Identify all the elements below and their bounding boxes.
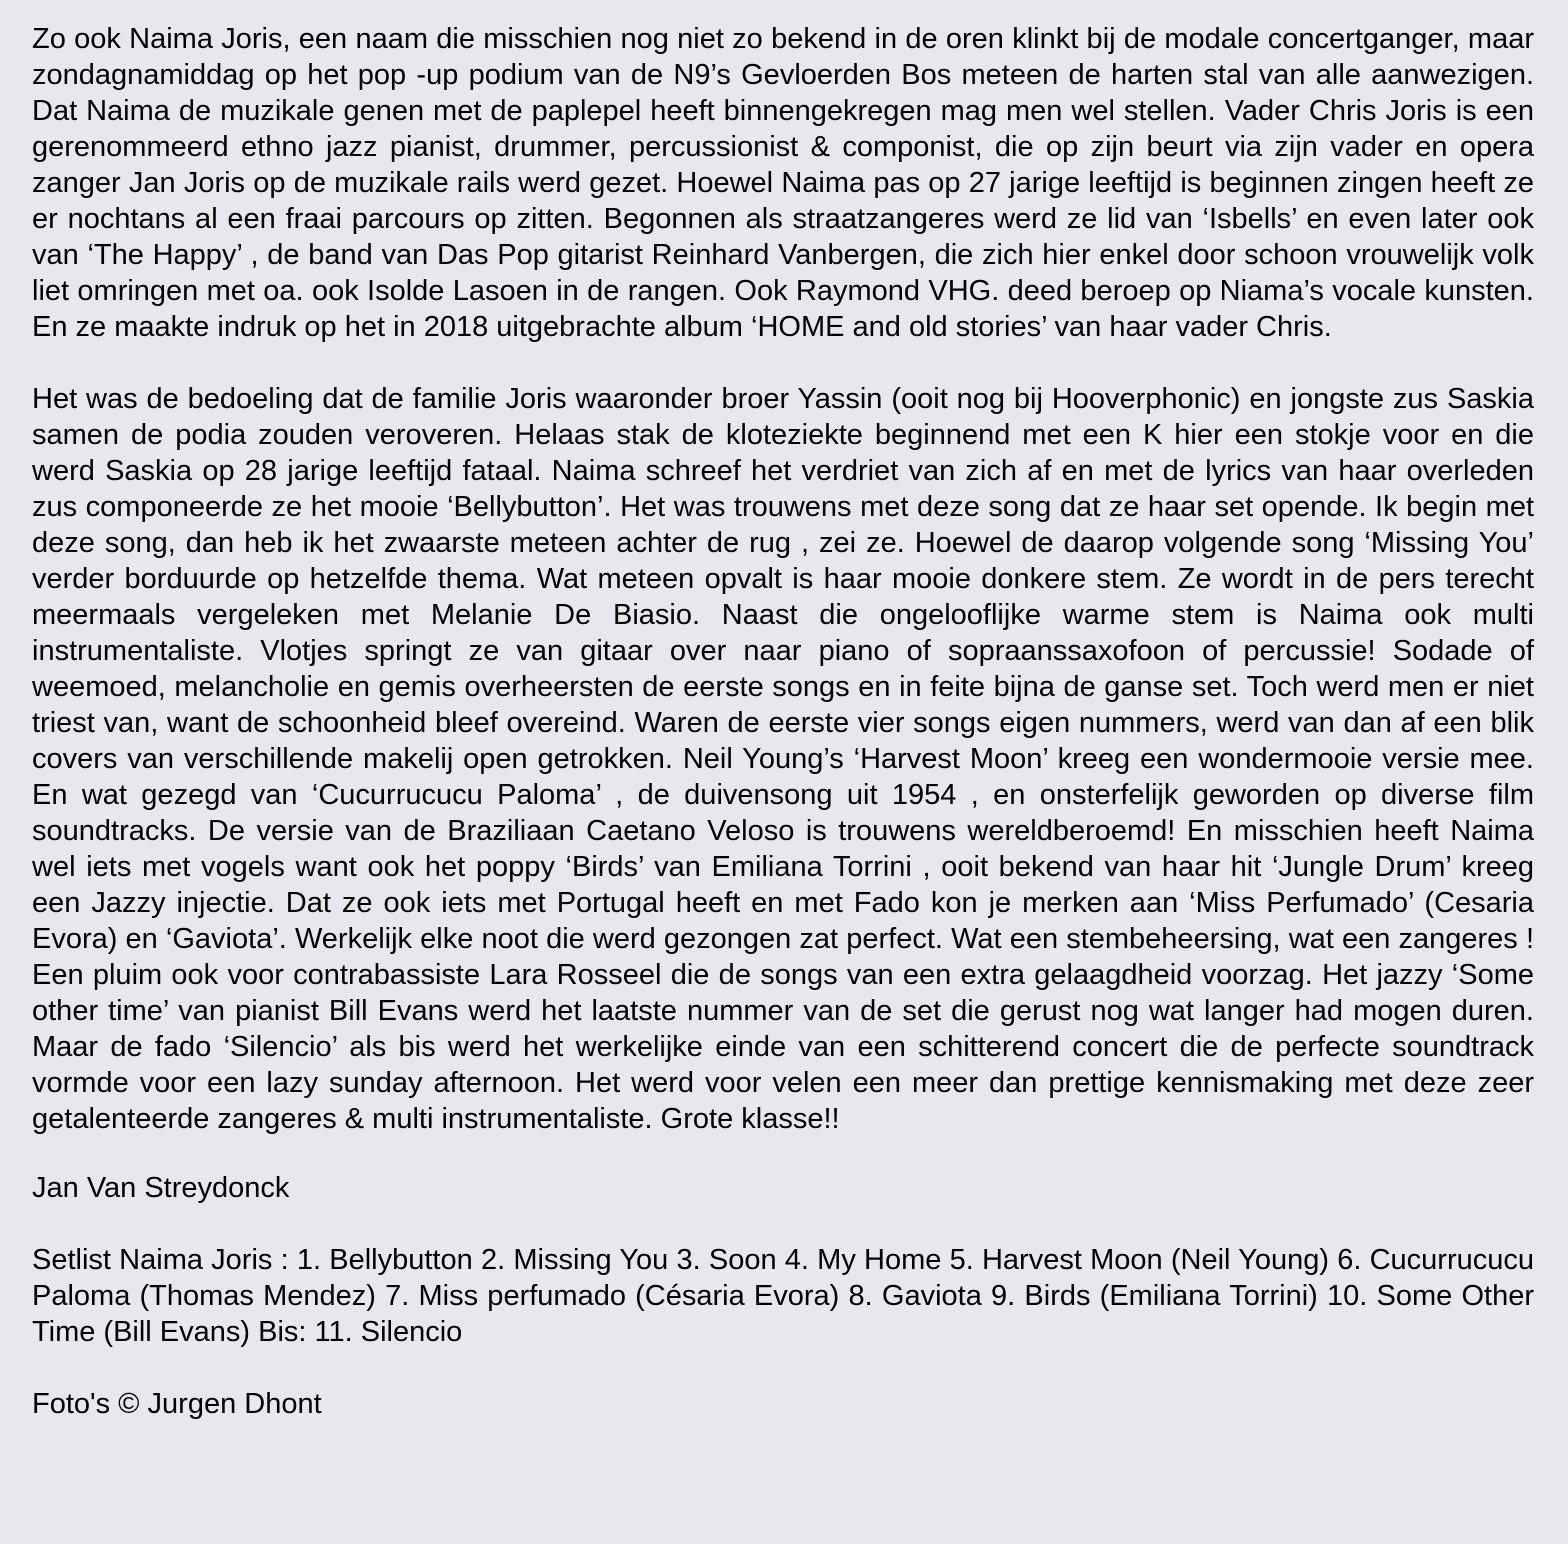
intro-paragraph: Zo ook Naima Joris, een naam die misschien nog niet zo bekend in de oren klinkt bij de modale concertganger, maar zondagnamiddag op het pop -up podium van de N9’s Gevloerden Bos meteen de harten stal van alle aanwezigen. Dat Naima de muzikale genen met de paplepel heeft binnengekregen mag men wel stellen. Vader Chris Joris is een gerenommeerd ethno jazz pianist, drummer, percussionist & componist, die op zijn beurt via zijn vader en opera zanger Jan Joris op de muzikale rails werd gezet. Hoewel Naima pas op 27 jarige leeftijd is beginnen zingen heeft ze er nochtans al een fraai parcours op zitten. Begonnen als straatzangeres werd ze lid van ‘Isbells’ en even later ook van ‘The Happy’ , de band van Das Pop gitarist Reinhard Vanbergen, die zich hier enkel door schoon vrouwelijk volk liet omringen met oa. ook Isolde Lasoen in de rangen. Ook Raymond VHG. deed beroep op Niama’s vocale kunsten. En ze maakte indruk op het in 2018 uitgebrachte album ‘HOME and old stories’ van haar vader Chris. — [32, 23, 1534, 343]
setlist: Setlist Naima Joris : 1. Bellybutton 2. Missing You 3. Soon 4. My Home 5. Harvest Moon (Neil Young) 6. Cucurrucucu Paloma (Thomas Mendez) 7. Miss perfumado (Césaria Evora) 8. Gaviota 9. Birds (Emiliana Torrini) 10. Some Other Time (Bill Evans) Bis: 11. Silencio — [32, 1244, 1534, 1348]
concert-review-paragraph: Het was de bedoeling dat de familie Joris waaronder broer Yassin (ooit nog bij Hooverphonic) en jongste zus Saskia samen de podia zouden veroveren. Helaas stak de kloteziekte beginnend met een K hier een stokje voor en die werd Saskia op 28 jarige leeftijd fataal. Naima schreef het verdriet van zich af en met de lyrics van haar overleden zus componeerde ze het mooie ‘Bellybutton’. Het was trouwens met deze song dat ze haar set opende. Ik begin met deze song, dan heb ik het zwaarste meteen achter de rug , zei ze. Hoewel de daarop volgende song ‘Missing You’ verder borduurde op hetzelfde thema. Wat meteen opvalt is haar mooie donkere stem. Ze wordt in de pers terecht meermaals vergeleken met Melanie De Biasio. Naast die ongelooflijke warme stem is Naima ook multi instrumentaliste. Vlotjes springt ze van gitaar over naar piano of sopraanssaxofoon of percussie! Sodade of weemoed, melancholie en gemis overheersten de eerste songs en in feite bijna de ganse set. Toch werd men er niet triest van, want de schoonheid bleef overeind. Waren de eerste vier songs eigen nummers, werd van dan af een blik covers van verschillende makelij open getrokken. Neil Young’s ‘Harvest Moon’ kreeg een wondermooie versie mee. En wat gezegd van ‘Cucurrucucu Paloma’ , de duivensong uit 1954 , en onsterfelijk geworden op diverse film soundtracks. De versie van de Braziliaan Caetano Veloso is trouwens wereldberoemd! En misschien heeft Naima wel iets met vogels want ook het poppy ‘Birds’ van Emiliana Torrini , ooit bekend van haar hit ‘Jungle Drum’ kreeg een Jazzy injectie. Dat ze ook iets met Portugal heeft en met Fado kon je merken aan ‘Miss Perfumado’ (Cesaria Evora) en ‘Gaviota’. Werkelijk elke noot die werd gezongen zat perfect. Wat een stembeheersing, wat een zangeres ! Een pluim ook voor contrabassiste Lara Rosseel die de songs van een extra gelaagdheid voorzag. Het jazzy ‘Some other time’ van pianist Bill Evans werd het laatste nummer van de set die gerust nog wat langer had mogen duren. Maar de fado ‘Silencio’ als bis werd het werkelijke einde van een schitterend concert die de perfecte soundtrack vormde voor een lazy sunday afternoon. Het werd voor velen een meer dan prettige kennismaking met deze zeer getalenteerde zangeres & multi instrumentaliste. Grote klasse!! — [32, 383, 1534, 1135]
photo-credit: Foto's © Jurgen Dhont — [32, 1388, 322, 1420]
author-name: Jan Van Streydonck — [32, 1172, 290, 1204]
